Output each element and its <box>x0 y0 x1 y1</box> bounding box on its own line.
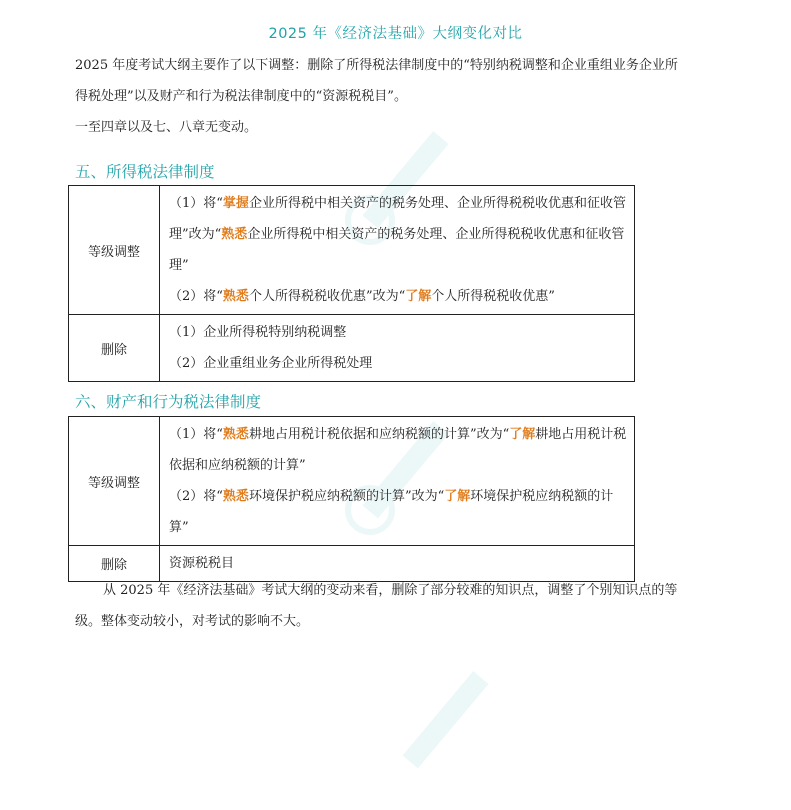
conclusion-paragraph <box>75 575 720 637</box>
level-keyword: 掌握 <box>222 196 249 211</box>
row-content <box>160 186 635 315</box>
conclusion-line: 从 2025 年《经济法基础》考试大纲的变动来看，删除了部分较难的知识点，调整了个别知识点的等 <box>103 583 678 598</box>
income-tax-change-table <box>68 185 635 382</box>
section-heading: 六、财产和行为税法律制度 <box>75 393 262 411</box>
delete-item: （1）企业所得税特别纳税调整 <box>169 325 347 340</box>
level-keyword: 熟悉 <box>221 227 248 242</box>
property-tax-change-table <box>68 416 635 582</box>
level-keyword: 熟悉 <box>222 489 249 504</box>
section-heading: 五、所得税法律制度 <box>75 163 215 181</box>
adjust-item: （2）将“熟悉环境保护税应纳税额的计算”改为“了解环境保护税应纳税额的计算” <box>169 489 614 535</box>
row-label: 等级调整 <box>69 417 160 546</box>
document-title: 2025 年《经济法基础》大纲变化对比 <box>268 26 523 42</box>
intro-line: 2025 年度考试大纲主要作了以下调整：删除了所得税法律制度中的“特别纳税调整和企业重组业务企业所 <box>75 58 678 73</box>
table-row <box>69 315 635 382</box>
row-label: 删除 <box>69 315 160 382</box>
intro-paragraph <box>75 50 725 143</box>
adjust-item: （1）将“熟悉耕地占用税计税依据和应纳税额的计算”改为“了解耕地占用税计税依据和应纳税额的计算” <box>169 427 627 473</box>
row-content: 资源税税目 <box>160 546 635 582</box>
level-keyword: 了解 <box>405 289 432 304</box>
watermark-logo <box>370 650 530 810</box>
adjust-item: （1）将“掌握企业所得税中相关资产的税务处理、企业所得税税收优惠和征收管理”改为“熟悉企业所得税中相关资产的税务处理、企业所得税税收优惠和征收管理” <box>169 196 626 273</box>
level-keyword: 了解 <box>444 489 471 504</box>
row-content <box>160 315 635 382</box>
level-keyword: 熟悉 <box>222 289 249 304</box>
row-label: 删除 <box>69 546 160 582</box>
adjust-item: （2）将“熟悉个人所得税税收优惠”改为“了解个人所得税税收优惠” <box>169 289 555 304</box>
level-keyword: 熟悉 <box>222 427 249 442</box>
intro-line: 一至四章以及七、八章无变动。 <box>75 120 258 135</box>
row-label: 等级调整 <box>69 186 160 315</box>
table-row <box>69 186 635 315</box>
table-row <box>69 417 635 546</box>
delete-item: （2）企业重组业务企业所得税处理 <box>169 356 373 371</box>
level-keyword: 了解 <box>509 427 536 442</box>
row-content <box>160 417 635 546</box>
conclusion-line: 级。整体变动较小，对考试的影响不大。 <box>75 614 310 629</box>
intro-line: 得税处理”以及财产和行为税法律制度中的“资源税税目”。 <box>75 89 407 104</box>
